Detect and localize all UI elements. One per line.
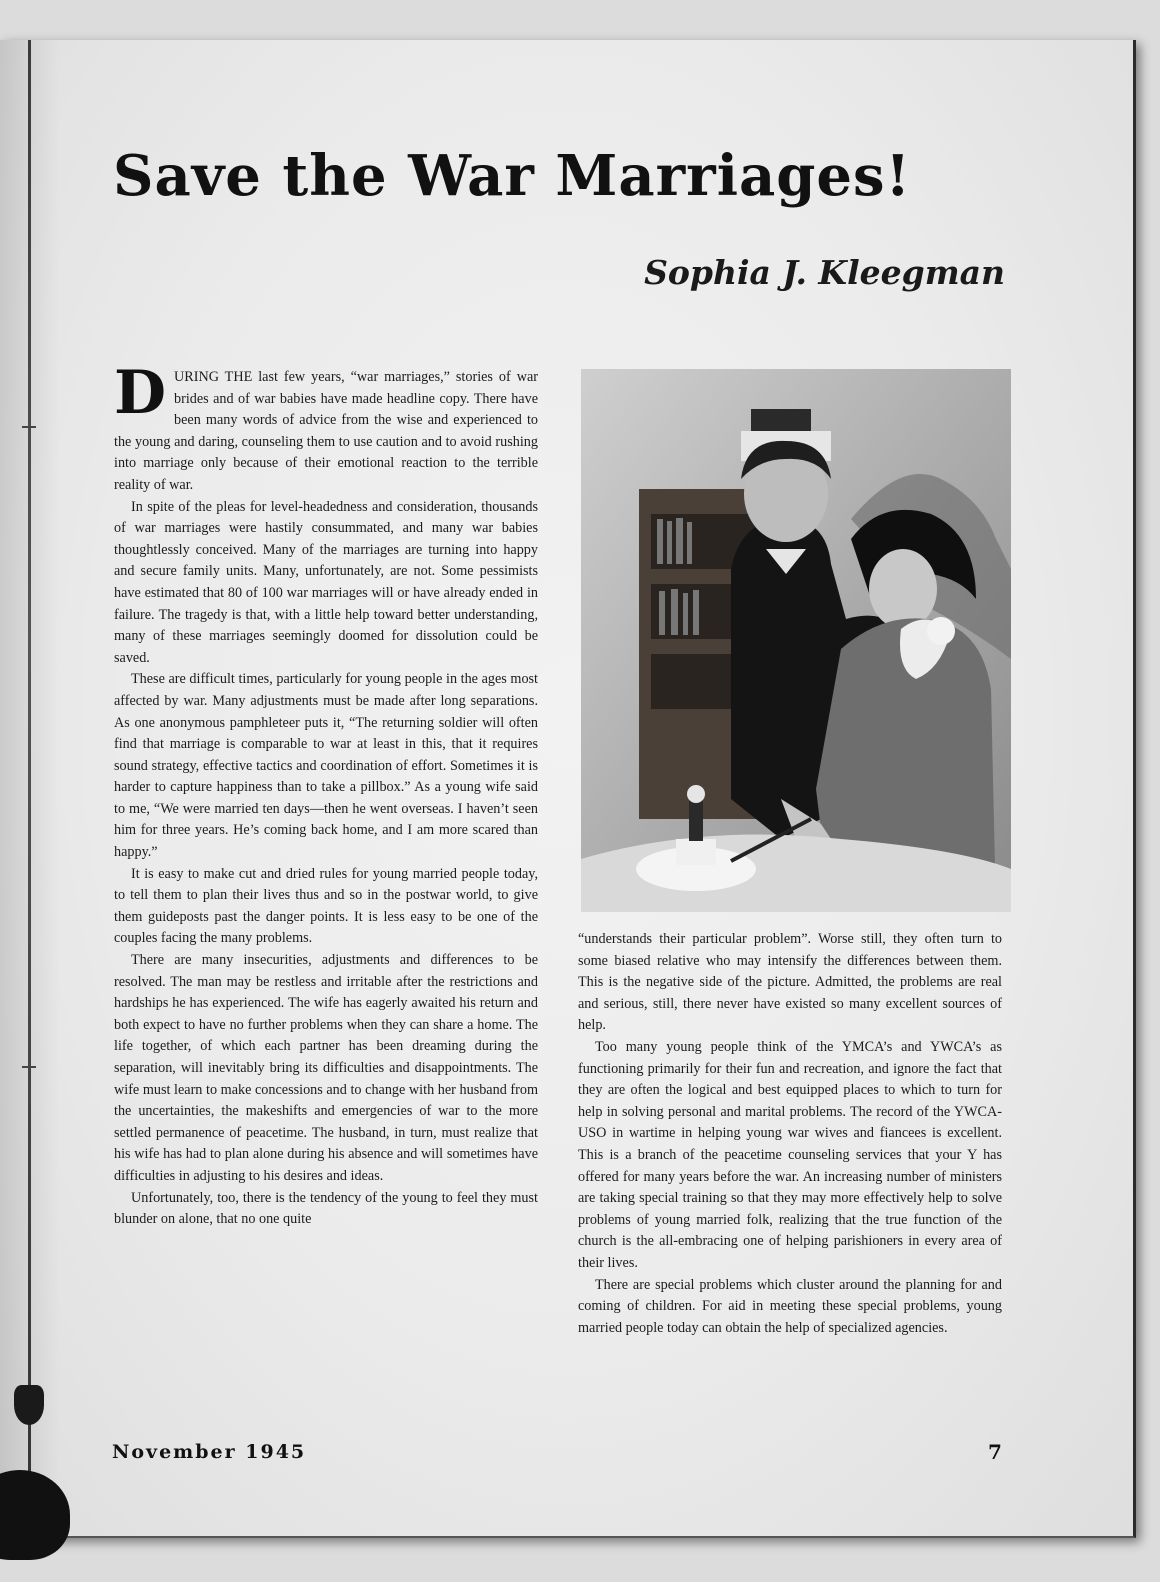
body-paragraph: “understands their particular problem”. Worse still, they often turn to some biased relative who may intensify the differences between them. This is the negative side of the picture. Admitted, the problems are real and serious, still, there never have existed so many excellent sources of help. <box>578 931 1002 1034</box>
author-byline: Sophia J. Kleegman <box>644 253 1005 292</box>
right-column <box>578 929 1002 1339</box>
body-paragraph: There are special problems which cluster around the planning for and coming of children. For aid in meeting these special problems, young married people today can obtain the help of specialized agencies. <box>578 1276 1002 1336</box>
body-paragraph: These are difficult times, particularly for young people in the ages most affected by war. Many adjustments must be made after long separations. As one anonymous pamphleteer puts it, “The returning soldier will often find that marriage is comparable to war at least in this, that it requires sound strategy, effective tactics and coordination of effort. Sometimes it is harder to capture happiness than to take a pillbox.” As a young wife said to me, “We were married ten days—then he went overseas. I haven’t seen him for three years. He’s coming back home, and I am more scared than happy.” <box>114 671 538 861</box>
body-paragraph: Too many young people think of the YMCA’s and YWCA’s as functioning primarily for their fun and recreation, and ignore the fact that they are often the logical and best equipped places to which to turn for help in solving personal and marital problems. The record of the YWCA-USO in wartime in helping young war wives and fiancees is excellent. This is a branch of the peacetime counseling services that your Y has offered for many years before the war. An increasing number of ministers are taking special training so that they may more effectively help to solve problems of young married folk, realizing that the true function of the church is the all-embracing one of helping parishioners in every area of their lives. <box>578 1038 1002 1271</box>
gutter-mark <box>22 1066 36 1068</box>
drop-cap: D <box>114 358 167 428</box>
page-number: 7 <box>988 1440 1002 1464</box>
body-paragraph: In spite of the pleas for level-headedness and consideration, thousands of war marriages were hastily consummated, and many war babies thoughtlessly conceived. Many of the marriages are turning into happy and secure family units. Many, unfortunately, are not. Some pessimists have estimated that 80 of 100 war marriages will or have already ended in failure. The tragedy is that, with a little help toward better understanding, many of these marriages seemingly doomed for dissolution could be saved. <box>114 498 538 666</box>
gutter-mark <box>22 426 36 428</box>
wedding-cake-photo-illustration <box>581 369 1011 912</box>
magazine-page <box>0 40 1136 1538</box>
ink-stain <box>14 1385 44 1425</box>
body-paragraph: There are many insecurities, adjustments and differences to be resolved. The man may be restless and irritable after the restrictions and hardships he has experienced. The wife has eagerly awaited his return and both expect to have no further problems when they can share a home. The life together, of which each partner has been dreaming during the separation, will inevitably bring its difficulties and disappointments. The wife must learn to make concessions and to change with her husband from the uncertainties, the makeshifts and emergencies of war to the more settled permanence of peacetime. The husband, in turn, must realize that his wife has had to plan alone during his absence and will sometimes have difficulties in adjusting to his desires and ideas. <box>114 952 538 1184</box>
body-paragraph: Unfortunately, too, there is the tendency of the young to feel they must blunder on alone, that no one quite <box>114 1189 538 1228</box>
body-paragraph: It is easy to make cut and dried rules for young married people today, to tell them to plan their lives thus and so in the postwar world, to give them guideposts past the danger points. It is less easy to be one of the couples facing the many problems. <box>114 865 538 947</box>
article-title: Save the War Marriages! <box>113 143 912 209</box>
lead-text: URING THE last few years, “war marriages,” stories of war brides and of war babies have made headline copy. There have been many words of advice from the wise and experienced to the young and daring, counseling them to use caution and to avoid rushing into marriage only because of their emotional reaction to the terrible reality of war. <box>114 369 538 493</box>
binding-gutter <box>28 40 31 1536</box>
lead-paragraph <box>114 358 538 497</box>
wedding-photo <box>581 369 1011 912</box>
left-column <box>114 358 538 1231</box>
issue-date: November 1945 <box>112 1441 307 1463</box>
